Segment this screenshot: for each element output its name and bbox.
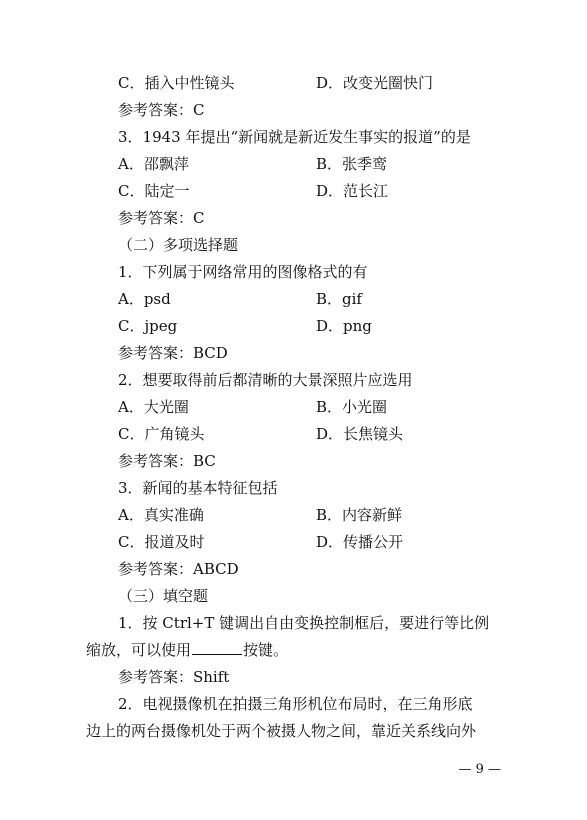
option-d: D．png: [316, 317, 372, 335]
option-a: A．大光圈: [118, 398, 189, 416]
fill-text-after: 按键。: [243, 641, 289, 659]
question-line: 3．新闻的基本特征包括: [118, 479, 278, 497]
answer-line: 参考答案：Shift: [118, 668, 230, 686]
section-heading: （三）填空题: [118, 587, 209, 605]
answer-line: 参考答案：BCD: [118, 344, 228, 362]
answer-line: 参考答案：ABCD: [118, 560, 239, 578]
answer-line: 参考答案：C: [118, 101, 205, 119]
option-c: C．陆定一: [118, 182, 190, 200]
option-d: D．长焦镜头: [316, 425, 404, 443]
fill-question-line: 2．电视摄像机在拍摄三角形机位布局时，在三角形底: [118, 695, 473, 713]
section-heading: （二）多项选择题: [118, 236, 239, 254]
option-b: B．张季鸾: [316, 155, 388, 173]
fill-question-line-2: 边上的两台摄像机处于两个被摄人物之间，靠近关系线向外: [86, 722, 477, 740]
option-c: C．报道及时: [118, 533, 205, 551]
option-c: C．插入中性镜头: [118, 74, 235, 92]
fill-question-line: 1．按 Ctrl+T 键调出自由变换控制框后，要进行等比例: [118, 614, 490, 632]
question-line: 1．下列属于网络常用的图像格式的有: [118, 263, 368, 281]
answer-blank: [192, 640, 242, 655]
option-d: D．范长江: [316, 182, 389, 200]
page-number: — 9 —: [458, 762, 501, 777]
fill-question-line-2: [86, 640, 288, 660]
fill-text-before: 缩放，可以使用: [86, 641, 192, 659]
answer-line: 参考答案：BC: [118, 452, 216, 470]
question-line: 3．1943 年提出“新闻就是新近发生事实的报道”的是: [118, 128, 471, 146]
question-line: 2．想要取得前后都清晰的大景深照片应选用: [118, 371, 413, 389]
option-a: A．邵飘萍: [118, 155, 189, 173]
option-d: D．改变光圈快门: [316, 74, 434, 92]
answer-line: 参考答案：C: [118, 209, 205, 227]
option-b: B．小光圈: [316, 398, 388, 416]
option-c: C．jpeg: [118, 317, 178, 335]
option-a: A．真实准确: [118, 506, 204, 524]
option-c: C．广角镜头: [118, 425, 205, 443]
option-d: D．传播公开: [316, 533, 404, 551]
option-b: B．内容新鲜: [316, 506, 403, 524]
option-a: A．psd: [118, 290, 171, 308]
option-b: B．gif: [316, 290, 362, 308]
